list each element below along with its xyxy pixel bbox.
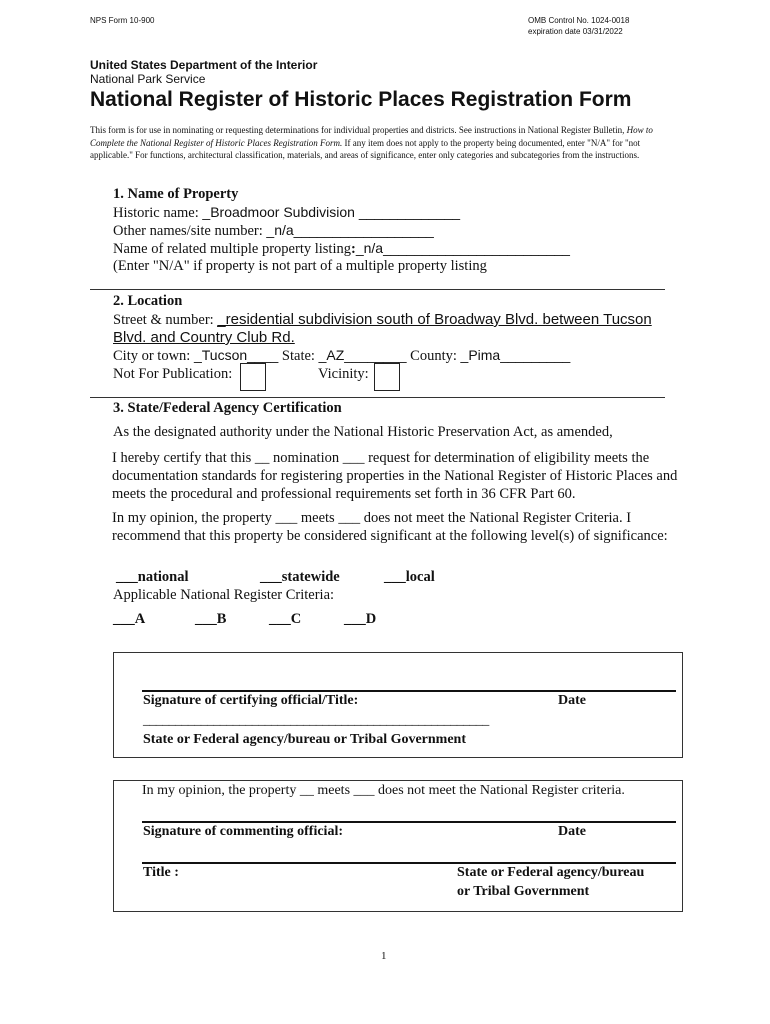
commenting-agency-label-continued: or Tribal Government: [457, 884, 590, 899]
state-label: State:: [281, 348, 315, 364]
state-value[interactable]: _AZ________: [318, 347, 407, 363]
expiration-date: expiration date 03/31/2022: [528, 27, 623, 36]
vicinity-checkbox[interactable]: [374, 363, 400, 391]
commenting-official-box: [113, 780, 683, 912]
section-3-heading: 3. State/Federal Agency Certification: [113, 400, 342, 416]
historic-name-value[interactable]: _Broadmoor Subdivision _____________: [202, 204, 461, 220]
county-label: County:: [410, 348, 457, 364]
criterion-c[interactable]: ___C: [269, 611, 302, 627]
street-row: [113, 311, 652, 329]
enter-na-note: (Enter "N/A" if property is not part of a multiple property listing: [113, 258, 487, 274]
not-for-publication-checkbox[interactable]: [240, 363, 266, 391]
certifying-date-label: Date: [558, 693, 586, 708]
form-number: NPS Form 10-900: [90, 16, 155, 25]
other-names-value[interactable]: _n/a__________________: [266, 222, 434, 238]
commenting-signature-label: Signature of commenting official:: [143, 824, 343, 839]
city-value[interactable]: _Tucson____: [193, 347, 279, 363]
street-label: Street & number:: [113, 312, 214, 328]
certifying-signature-label: Signature of certifying official/Title:: [143, 693, 359, 708]
page-title: National Register of Historic Places Registration Form: [90, 88, 632, 111]
commenting-title-label: Title :: [143, 865, 179, 880]
divider: [90, 289, 665, 290]
certifying-agency-label: State or Federal agency/bureau or Tribal Government: [143, 732, 467, 747]
level-national[interactable]: ___national: [116, 569, 189, 585]
certification-statement: I hereby certify that this __ nomination ___ request for determination of eligibility meets the documentation standards for registering properties in the National Register of Historic Places and meets the procedural and professional requirements set forth in 36 CFR Part 60.: [112, 450, 678, 502]
other-names-label: Other names/site number:: [113, 223, 263, 239]
omb-control-number: OMB Control No. 1024-0018: [528, 16, 630, 25]
commenting-title-line[interactable]: [142, 862, 676, 864]
level-local[interactable]: ___local: [384, 569, 435, 585]
related-listing-value[interactable]: _n/a________________________: [355, 240, 570, 256]
related-listing-row: Name of related multiple property listing:_n/a________________________: [113, 240, 570, 257]
certifying-signature-line[interactable]: [142, 690, 676, 692]
street-value[interactable]: _residential subdivision south of Broadway Blvd. between Tucson: [217, 311, 652, 328]
divider: [90, 397, 665, 398]
commenting-date-label: Date: [558, 824, 586, 839]
commenting-agency-label: State or Federal agency/bureau: [457, 865, 645, 880]
commenting-opinion: In my opinion, the property __ meets ___ does not meet the National Register criteria.: [142, 783, 625, 798]
related-listing-label: Name of related multiple property listing: [113, 241, 351, 257]
county-value[interactable]: _Pima_________: [460, 347, 571, 363]
intro-paragraph: This form is for use in nominating or requesting determinations for individual properties and districts. See instructions in National Register Bulletin, How to Complete the National Register of Historic Places Registration Form. If any item does not apply to the property being documented, enter "N/A" for "not applicable." For functions, architectural classification, materials, and areas of significance, enter only categories and subcategories from the instructions.: [90, 125, 653, 160]
department-name: United States Department of the Interior: [90, 58, 318, 72]
section-1-heading: 1. Name of Property: [113, 186, 239, 202]
section-2-heading: 2. Location: [113, 293, 183, 309]
historic-name-label: Historic name:: [113, 205, 199, 221]
level-statewide[interactable]: ___statewide: [260, 569, 340, 585]
certifying-agency-line[interactable]: ______________________________________________________: [143, 713, 489, 728]
city-state-county-row: [113, 347, 570, 365]
other-names-row: [113, 222, 434, 240]
commenting-signature-line[interactable]: [142, 821, 676, 823]
historic-name-row: [113, 204, 460, 222]
criterion-d[interactable]: ___D: [344, 611, 377, 627]
not-for-publication-label: Not For Publication:: [113, 366, 233, 382]
authority-statement: As the designated authority under the National Historic Preservation Act, as amended,: [113, 424, 613, 440]
page-number: 1: [381, 950, 387, 962]
criterion-b[interactable]: ___B: [195, 611, 227, 627]
criterion-a[interactable]: ___A: [113, 611, 146, 627]
vicinity-label: Vicinity:: [318, 366, 369, 382]
criteria-label: Applicable National Register Criteria:: [113, 587, 335, 603]
opinion-statement: In my opinion, the property ___ meets ___ does not meet the National Register Criteria. I recommend that this property be considered significant at the following level(s) of significance:: [112, 510, 668, 544]
service-name: National Park Service: [90, 72, 206, 86]
street-value-continued[interactable]: Blvd. and Country Club Rd.: [113, 329, 295, 346]
city-label: City or town:: [113, 348, 191, 364]
